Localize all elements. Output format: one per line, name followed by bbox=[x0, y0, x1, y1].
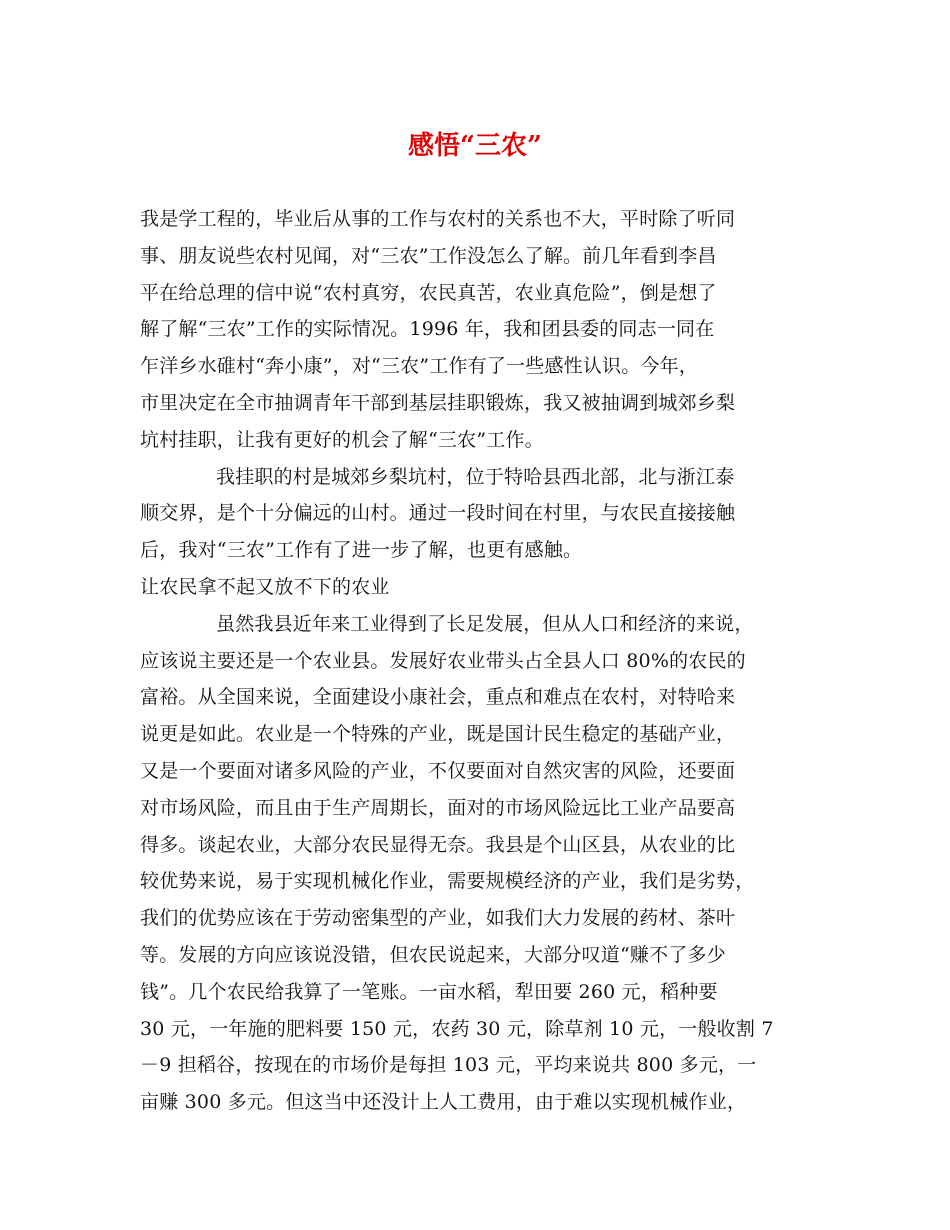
text-line: 30 元，一年施的肥料要 150 元，农药 30 元，除草剂 10 元，一般收割 7 bbox=[140, 1017, 774, 1040]
text-line: 让农民拿不起又放不下的农业 bbox=[140, 575, 390, 598]
text-line: 说更是如此。农业是一个特殊的产业，既是国计民生稳定的基础产业， bbox=[140, 723, 736, 746]
text-line: 我挂职的村是城郊乡梨坑村，位于特哈县西北部，北与浙江泰 bbox=[216, 465, 735, 488]
text-line: 应该说主要还是一个农业县。发展好农业带头占全县人口 80%的农民的 bbox=[140, 649, 746, 672]
text-line: 亩赚 300 多元。但这当中还没计上人工费用，由于难以实现机械作业， bbox=[140, 1091, 747, 1114]
text-line: 市里决定在全市抽调青年干部到基层挂职锻炼，我又被抽调到城郊乡梨 bbox=[140, 391, 736, 414]
text-line: 顺交界，是个十分偏远的山村。通过一段时间在村里，与农民直接接触 bbox=[140, 502, 736, 525]
text-line: 后，我对“三农”工作有了进一步了解，也更有感触。 bbox=[140, 539, 583, 562]
text-line: 我们的优势应该在于劳动密集型的产业，如我们大力发展的药材、茶叶 bbox=[140, 907, 736, 930]
text-line: 富裕。从全国来说，全面建设小康社会，重点和难点在农村，对特哈来 bbox=[140, 686, 736, 709]
text-line: －9 担稻谷，按现在的市场价是每担 103 元，平均来说共 800 多元，一 bbox=[140, 1054, 757, 1077]
text-line: 对市场风险，而且由于生产周期长，面对的市场风险远比工业产品要高 bbox=[140, 796, 736, 819]
text-line: 乍洋乡水碓村“奔小康”，对“三农”工作有了一些感性认识。今年， bbox=[140, 355, 699, 378]
document-body bbox=[140, 201, 830, 1121]
text-line: 虽然我县近年来工业得到了长足发展，但从人口和经济的来说， bbox=[216, 612, 754, 635]
text-line: 钱”。几个农民给我算了一笔账。一亩水稻，犁田要 260 元，稻种要 bbox=[140, 980, 718, 1003]
text-line: 平在给总理的信中说“农村真穷，农民真苦，农业真危险”，倒是想了 bbox=[140, 281, 717, 304]
document-title: 感悟“三农” bbox=[408, 131, 542, 161]
text-line: 坑村挂职，让我有更好的机会了解“三农”工作。 bbox=[140, 428, 544, 451]
text-line: 等。发展的方向应该说没错，但农民说起来，大部分叹道“赚不了多少 bbox=[140, 943, 726, 966]
text-line: 解了解“三农”工作的实际情况。1996 年，我和团县委的同志一同在 bbox=[140, 318, 715, 341]
text-line: 事、朋友说些农村见闻，对“三农”工作没怎么了解。前几年看到李昌 bbox=[140, 244, 717, 267]
text-line: 较优势来说，易于实现机械化作业，需要规模经济的产业，我们是劣势， bbox=[140, 870, 755, 893]
text-line: 又是一个要面对诸多风险的产业，不仅要面对自然灾害的风险，还要面 bbox=[140, 759, 736, 782]
text-line: 得多。谈起农业，大部分农民显得无奈。我县是个山区县，从农业的比 bbox=[140, 833, 736, 856]
text-line: 我是学工程的，毕业后从事的工作与农村的关系也不大，平时除了听同 bbox=[140, 208, 736, 230]
